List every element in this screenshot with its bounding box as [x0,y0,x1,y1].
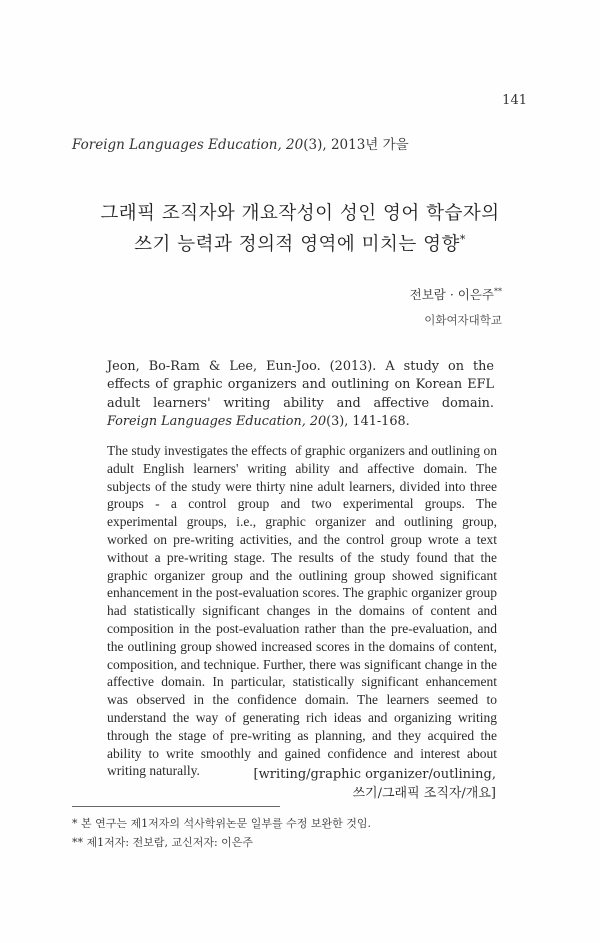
title-line-1: 그래픽 조직자와 개요작성이 성인 영어 학습자의 [100,203,500,224]
footnote-1: * 본 연구는 제1저자의 석사학위논문 일부를 수정 보완한 것임. [72,817,371,830]
citation-block [107,358,494,432]
author-footnote-mark: ** [494,286,502,296]
footnote-divider [72,806,280,807]
author-affiliation: 이화여자대학교 [424,313,502,327]
page-number: 141 [502,93,527,108]
title-footnote-mark: * [459,232,466,246]
authors-text: 전보람 · 이은주 [409,287,494,302]
author-names [410,285,502,303]
keywords-line-1: [writing/graphic organizer/outlining, [253,767,496,782]
article-title [60,198,540,260]
journal-issue-year: (3), 2013년 가을 [303,137,409,153]
abstract-paragraph: The study investigates the effects of graphic organizers and outlining on adult English learners' writing ability and affective domain. The subjects of the study were thirty nine adult learners, divided into three groups - a control group and two experimental groups. The experimental groups, i.e., graphic organizer and outlining group, worked on pre-writing activities, and the control group wrote a text without a pre-writing stage. The results of the study found that the graphic organizer group and the outlining group showed significant enhancement in the post-evaluation scores. The graphic organizer group had statistically significant changes in the domains of content and composition in the post-evaluation rather than the pre-evaluation, and the outlining group showed increased scores in the domains of content, composition, and technique. Further, there was significant change in the affective domain. In particular, statistically significant enhancement was observed in the confidence domain. The learners seemed to understand the way of generating rich ideas and organizing writing through the stage of pre-writing as planning, and they acquired the ability to write smoothly and gained confidence and interest about writing naturally. [107,443,497,779]
title-line-2: 쓰기 능력과 정의적 영역에 미치는 영향 [134,234,460,255]
keywords-block [254,765,496,803]
journal-title: Foreign Languages Education, [72,137,282,153]
citation-pages: (3), 141-168. [326,414,410,430]
journal-header [72,133,409,153]
citation-text: Jeon, Bo-Ram & Lee, Eun-Joo. (2013). A study on the effects of graphic organizers and outlining on Korean EFL adult learners' writing ability and affective domain. [107,359,494,411]
citation-journal: Foreign Languages Education, 20 [107,414,327,430]
journal-volume: 20 [286,137,304,153]
footnote-2: ** 제1저자: 전보람, 교신저자: 이은주 [72,836,254,849]
keywords-line-2: 쓰기/그래픽 조직자/개요] [352,786,496,801]
